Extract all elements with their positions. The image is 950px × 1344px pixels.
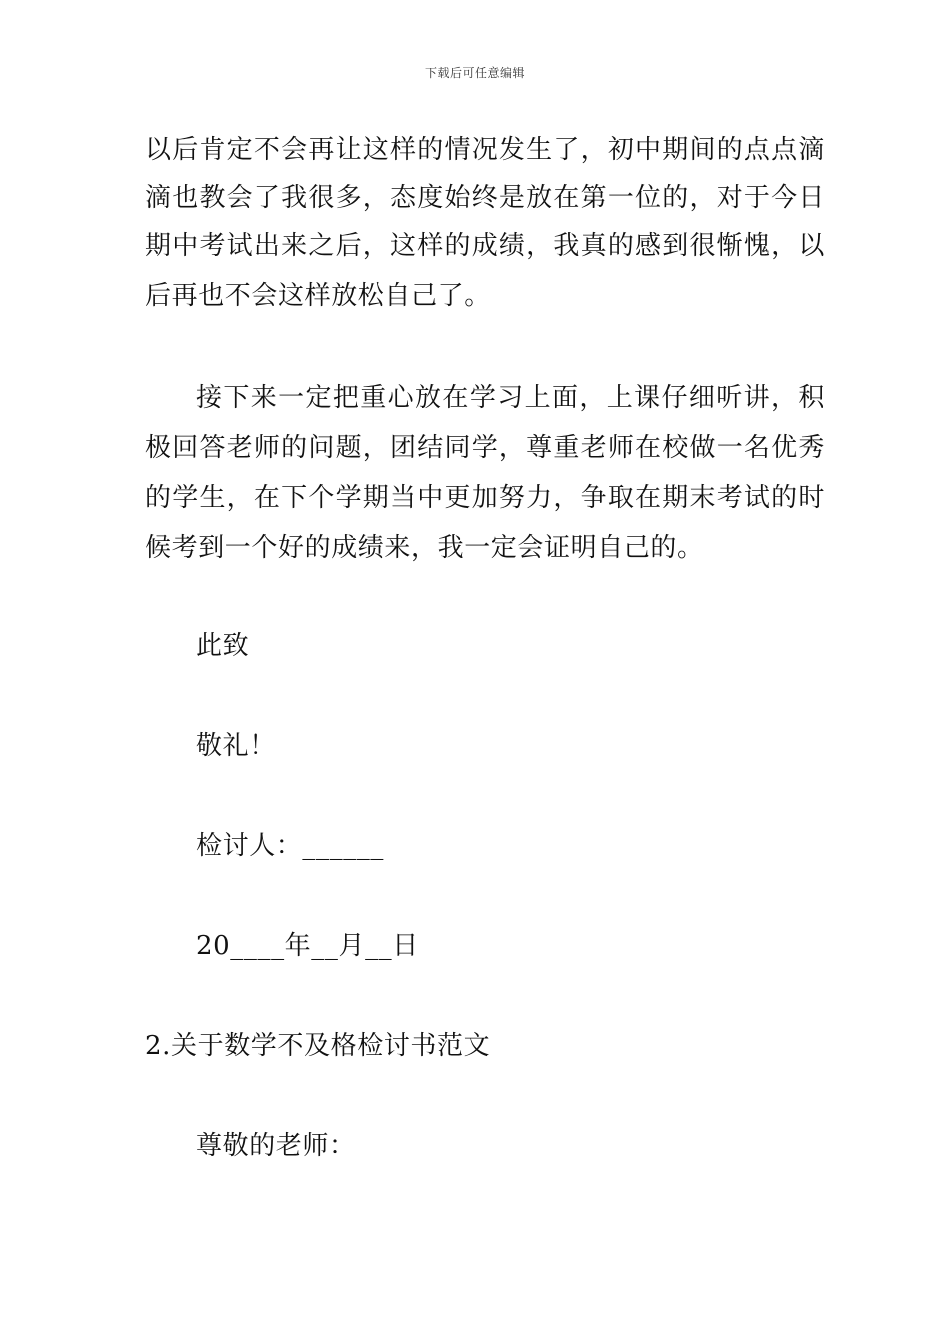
page-header: 下载后可任意编辑 — [424, 66, 525, 80]
paragraph2-line-3: 的学生，在下个学期当中更加努力，争取在期末考试的时 — [145, 483, 825, 513]
section2-title: 2.关于数学不及格检讨书范文 — [145, 1031, 491, 1061]
paragraph1-line-2: 滴也教会了我很多，态度始终是放在第一位的，对于今日 — [145, 183, 825, 213]
paragraph1-line-1: 以后肯定不会再让这样的情况发生了，初中期间的点点滴 — [145, 135, 825, 165]
closing-respect: 敬礼！ — [196, 731, 276, 761]
closing-salutation: 此致 — [196, 631, 250, 661]
signer-blank: ______ — [302, 831, 385, 861]
section2-greeting: 尊敬的老师： — [196, 1131, 356, 1161]
paragraph2-line-4: 候考到一个好的成绩来，我一定会证明自己的。 — [145, 533, 704, 563]
paragraph1-line-4: 后再也不会这样放松自己了。 — [145, 281, 491, 311]
paragraph2-line-1: 接下来一定把重心放在学习上面，上课仔细听讲，积 — [196, 383, 825, 413]
paragraph2-line-2: 极回答老师的问题，团结同学，尊重老师在校做一名优秀 — [145, 433, 825, 463]
signer-label: 检讨人： — [196, 831, 303, 861]
signer-line — [196, 830, 876, 862]
date-line: 20____年__月__日 — [196, 931, 419, 961]
paragraph1-line-3: 期中考试出来之后，这样的成绩，我真的感到很惭愧，以 — [145, 231, 825, 261]
